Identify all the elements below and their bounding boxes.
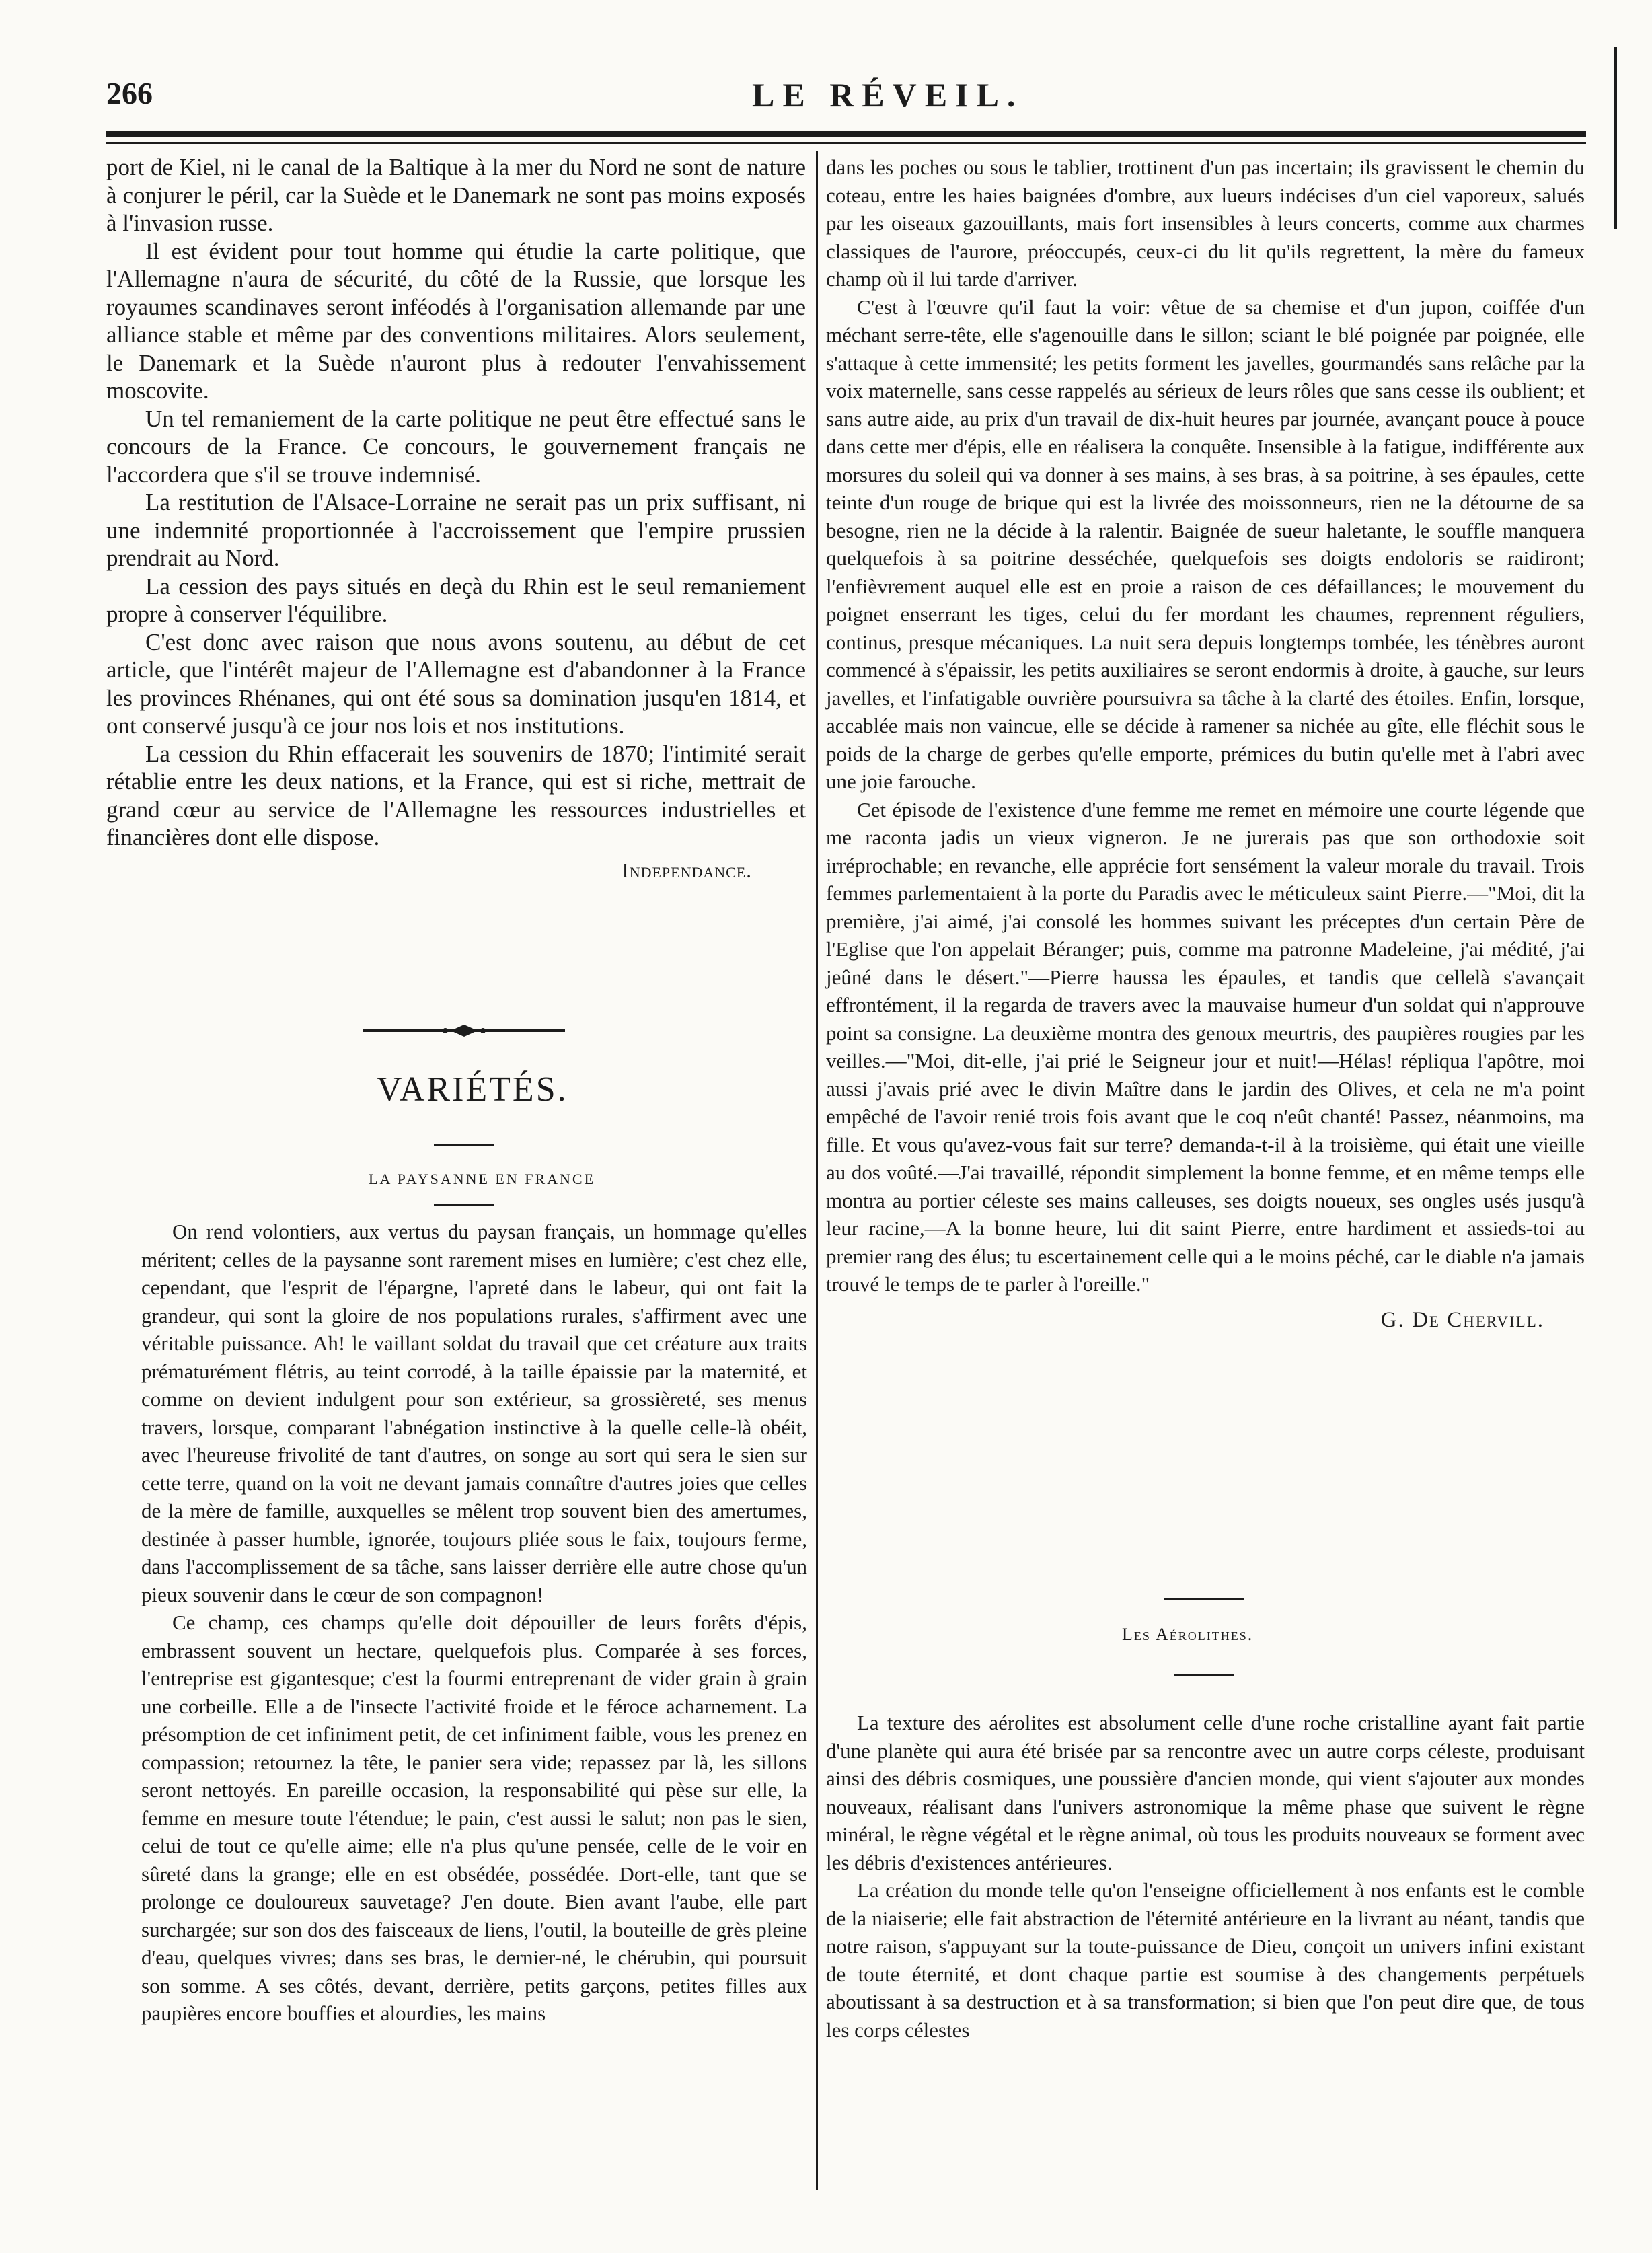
paragraph: La cession du Rhin effacerait les souvenirs de 1870; l'intimité serait rétablie entre les deux nations, et la France, qui est si riche, mettrait de grand cœur au service de l'Allemagne les ressources industrielles et financières dont elle dispose. (106, 740, 806, 850)
paragraph: Cet épisode de l'existence d'une femme me remet en mémoire une courte légende que me raconta jadis un vieux vigneron. Je ne jurerais pas que son orthodoxie soit irréprochable; en revanche, elle apprécie fort sensément la valeur morale du travail. Trois femmes parlementaient à la porte du Paradis avec le méticuleux saint Pierre.—"Moi, dit la première, j'ai aimé, j'ai consolé les hommes suivant les préceptes d'un certain Père de l'Eglise que l'on appelait Béranger; puis, comme ma patronne Madeleine, j'ai médité, j'ai jeûné dans le désert."—Pierre haussa les épaules, et tandis que cellelà s'avançait effrontément, il la regarda de travers avec la mauvaise humeur d'un soldat qui n'approuve point sa consigne. La deuxième montra des genoux meurtris, des paupières rougies par les veilles.—"Moi, dit-elle, j'ai prié le Seigneur jour et nuit!—Hélas! répliqua l'apôtre, moi aussi j'avais prié avec le divin Maître dans le jardin des Olives, et cela ne m'a point empêché de l'avoir renié trois fois avant que le coq n'eût chanté! Passez, néanmoins, ma fille. Et vous qu'avez-vous fait sur terre? demanda-t-il à la troisième, qui était une vieille au dos voûté.—J'ai travaillé, répondit simplement la bonne femme, et en même temps elle montra au portier céleste ses mains calleuses, ses doigts noueux, ses ongles usés jusqu'à leur racine,—A la bonne heure, lui dit saint Pierre, entre hardiment et assieds-toi au premier rang des élus; tu escertainement celle qui a le moins péché, car le diable n'a jamais trouvé le temps de te parler à l'oreille." (826, 797, 1585, 1296)
page-header (106, 75, 1586, 116)
left-column-varietes (141, 1218, 807, 2028)
left-column-article (106, 153, 806, 883)
short-rule (1164, 1598, 1244, 1600)
paragraph: La texture des aérolites est absolument celle d'une roche cristalline ayant fait partie d'une planète qui aura été brisée par sa rencontre avec un autre corps céleste, produisant ainsi des débris cosmiques, une poussière d'ancien monde, qui vient s'ajouter aux mondes nouveaux, réalisant dans l'univers astronomique la même phase que suivent le règne minéral, le règne végétal et le règne animal, où tous les produits nouveaux se forment avec les débris d'existences antérieures. (826, 1711, 1585, 1874)
column-divider (816, 151, 818, 2190)
right-column-article (826, 153, 1585, 1333)
header-rule-thick (106, 131, 1586, 137)
paragraph: C'est à l'œuvre qu'il faut la voir: vêtue de sa chemise et d'un jupon, coiffée d'un méchant serre-tête, elle s'agenouille dans le sillon; sciant le blé poignée par poignée, elle s'attaque à cette immensité; les petits forment les javelles, gourmandés sans relâche par la voix maternelle, sans cesse rappelés au sérieux de leurs rôles que sans cesse ils oublient; et sans autre aide, au prix d'un travail de dix-huit heures par journée, avançant pouce à pouce dans cette mer d'épis, elle en réalisera la conquête. Insensible à la fatigue, indifférente aux morsures du soleil qui va donner à ses mains, à ses bras, à sa poitrine, à ses épaules, cette teinte d'un rouge de brique qui est la livrée des moissonneurs, rien ne la détourne de sa besogne, rien ne la décide à la ralentir. Baignée de sueur haletante, le souffle manquera quelquefois à sa poitrine desséchée, quelquefois ses doigts endoloris se raidiront; l'enfièvrement auquel elle est en proie a raison de ces défaillances; le mouvement du poignet enserrant les tiges, celui du fer mordant les chaumes, reprennent réguliers, continus, presque mécaniques. La nuit sera depuis longtemps tombée, les ténèbres auront commencé à s'épaissir, les petits auxiliaires se seront endormis à droite, à gauche, sur leurs javelles, et l'infatigable ouvrière poursuivra sa tâche à la clarté des étoiles. Enfin, lorsque, accablée mais non vaincue, elle se décide à ramener sa nichée au gîte, elle fléchit sous le poids de la charge de gerbes qu'elle emporte, prémices du butin qu'elle met à l'abri avec une joie farouche. (826, 295, 1585, 793)
section-title: VARIÉTÉS. (377, 1070, 568, 1109)
paragraph: Ce champ, ces champs qu'elle doit dépouiller de leurs forêts d'épis, embrassent souvent un hectare, quelquefois plus. Comparée à ses forces, l'entreprise est gigantesque; c'est la fourmi entreprenant de vider grain à grain une corbeille. Elle a de l'insecte l'activité froide et le féroce acharnement. La présomption de cet infiniment petit, de cet infiniment faible, vous les prenez en compassion; retournez la tête, le panier sera vide; repassez par là, les sillons seront nettoyés. En pareille occasion, la responsabilité qui pèse sur elle, la femme en mesure toute l'étendue; le pain, c'est aussi le salut; non pas le sien, celui de tout ce qu'elle aime; elle n'a plus qu'une pensée, celle de le voir en sûreté dans la grange; elle en est obsédée, possédée. Dort-elle, tant que se prolonge ce douloureux sauvetage? J'en doute. Bien avant l'aube, elle part surchargée; sur son dos des faisceaux de liens, l'outil, la bouteille de grès pleine d'eau, quelques vivres; dans ses bras, le dernier-né, le chérubin, qui poursuit son somme. A ses côtés, devant, derrière, petits garçons, petites filles aux paupières encore bouffies et alourdies, les mains (141, 1611, 807, 2025)
journal-title: LE RÉVEIL. (752, 76, 1024, 114)
header-rule-thin (106, 142, 1586, 144)
ornament-divider (363, 1023, 565, 1039)
paragraph: Un tel remaniement de la carte politique ne peut être effectué sans le concours de la France. Ce concours, le gouvernement français ne l'accordera que s'il se trouve indemnisé. (106, 405, 806, 488)
article-subtitle: Les Aérolithes. (1122, 1625, 1254, 1644)
article-signature: G. De Chervill. (1380, 1307, 1544, 1332)
paragraph: La création du monde telle qu'on l'enseigne officiellement à nos enfants est le comble de la niaiserie; elle fait abstraction de l'éternité antérieure en la livrant au néant, tandis que notre raison, s'appuyant sur la toute-puissance de Dieu, conçoit un univers infini existant de toute éternité, et dont chaque partie est soumise à des changements perpétuels aboutissant à sa destruction et à sa transformation; si bien que l'on peut dire que, de tous les corps célestes (826, 1878, 1585, 2042)
paragraph: C'est donc avec raison que nous avons soutenu, au début de cet article, que l'intérêt majeur de l'Allemagne est d'abandonner à la France les provinces Rhénanes, qui ont été sous sa domination jusqu'en 1814, et ont conservé jusqu'à ce jour nos lois et nos institutions. (106, 628, 806, 739)
short-rule (1174, 1674, 1234, 1676)
article-signature: Independance. (622, 858, 752, 882)
paragraph: On rend volontiers, aux vertus du paysan français, un hommage qu'elles méritent; celles de la paysanne sont rarement mises en lumière; c'est chez elle, cependant, que l'esprit de l'épargne, l'apreté dans le labeur, qui ont fait la grandeur, qui sont la gloire de nos populations rurales, s'affirment avec une véritable puissance. Ah! le vaillant soldat du travail que cet créature aux traits prématurément flétris, au teint corrodé, à la taille épaissie par la maternité, et comme on devient indulgent pour son extérieur, sa grossièreté, ses menus travers, lorsque, comparant l'abnégation instinctive à la quelle celle-là obéit, avec l'heureuse frivolité de tant d'autres, on songe au sort qui sera le sien sur cette terre, quand on la voit ne devant jamais connaître d'autres joies que celles de la mère de famille, auxquelles se mêlent trop souvent bien des amertumes, destinée à passer humble, ignorée, toujours pliée sous le faix, toujours ferme, dans l'accomplissement de sa tâche, sans laisser derrière elle autre chose qu'un pieux souvenir dans le cœur de son compagnon! (141, 1220, 807, 1606)
paragraph: La cession des pays situés en deçà du Rhin est le seul remaniement propre à conserver l'équilibre. (106, 573, 806, 627)
page-number: 266 (106, 76, 153, 110)
short-rule (434, 1144, 494, 1146)
margin-mark (1614, 47, 1617, 229)
paragraph: Il est évident pour tout homme qui étudie la carte politique, que l'Allemagne n'aura de sécurité, du côté de la Russie, que lorsque les royaumes scandinaves seront inféodés à l'organisation allemande par une alliance stable et même par des conventions militaires. Alors seulement, le Danemark et la Suède n'auront plus à redouter l'envahissement moscovite. (106, 237, 806, 404)
paragraph: La restitution de l'Alsace-Lorraine ne serait pas un prix suffisant, ni une indemnité proportionnée à l'accroissement que l'empire prussien prendrait au Nord. (106, 489, 806, 571)
right-column-aerolithes (826, 1709, 1585, 2044)
short-rule (434, 1204, 494, 1206)
article-title: LA PAYSANNE EN FRANCE (369, 1171, 596, 1187)
paragraph: dans les poches ou sous le tablier, trottinent d'un pas incertain; ils gravissent le chemin du coteau, entre les haies baignées d'ombre, aux lueurs indécises d'un ciel vaporeux, salués par les oiseaux gazouillants, mais fort insensibles à leurs concerts, comme aux charmes classiques de l'aurore, préoccupés, ceux-ci du lit qu'ils regrettent, la mère du fameux champ où il lui tarde d'arriver. (826, 155, 1585, 291)
paragraph: port de Kiel, ni le canal de la Baltique à la mer du Nord ne sont de nature à conjurer le péril, car la Suède et le Danemark ne sont pas moins exposés à l'invasion russe. (106, 154, 806, 236)
